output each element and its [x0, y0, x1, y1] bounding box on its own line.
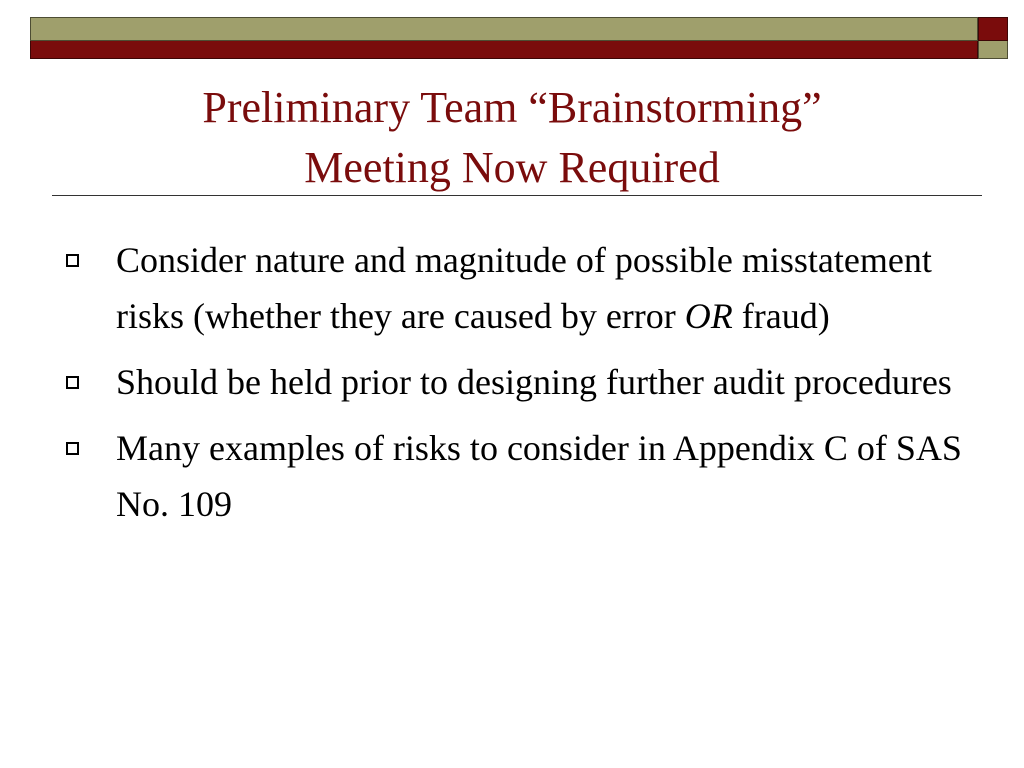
slide-title	[40, 78, 984, 198]
hollow-square-bullet-icon	[66, 254, 79, 267]
bullet-item	[64, 354, 974, 410]
slide-title-line-2: Meeting Now Required	[304, 143, 720, 192]
bullet-text-part: Consider nature and magnitude of possible misstatement risks (whether they are caused by error	[116, 240, 932, 336]
slide-title-line-1: Preliminary Team “Brainstorming”	[202, 83, 822, 132]
banner-maroon-square	[978, 17, 1008, 41]
banner-maroon-band	[30, 41, 978, 59]
title-divider	[52, 195, 982, 196]
header-banner	[30, 17, 1008, 59]
banner-olive-band	[30, 17, 978, 41]
bullet-text-part: fraud)	[732, 296, 830, 336]
bullet-emphasis: OR	[684, 296, 733, 336]
bullet-text: Many examples of risks to consider in Appendix C of SAS No. 109	[116, 428, 962, 524]
hollow-square-bullet-icon	[66, 376, 79, 389]
hollow-square-bullet-icon	[66, 442, 79, 455]
bullet-item	[64, 420, 974, 532]
bullet-text: Should be held prior to designing further audit procedures	[116, 362, 952, 402]
banner-olive-square	[978, 41, 1008, 59]
bullet-item	[64, 232, 974, 344]
bullet-list	[64, 232, 974, 542]
